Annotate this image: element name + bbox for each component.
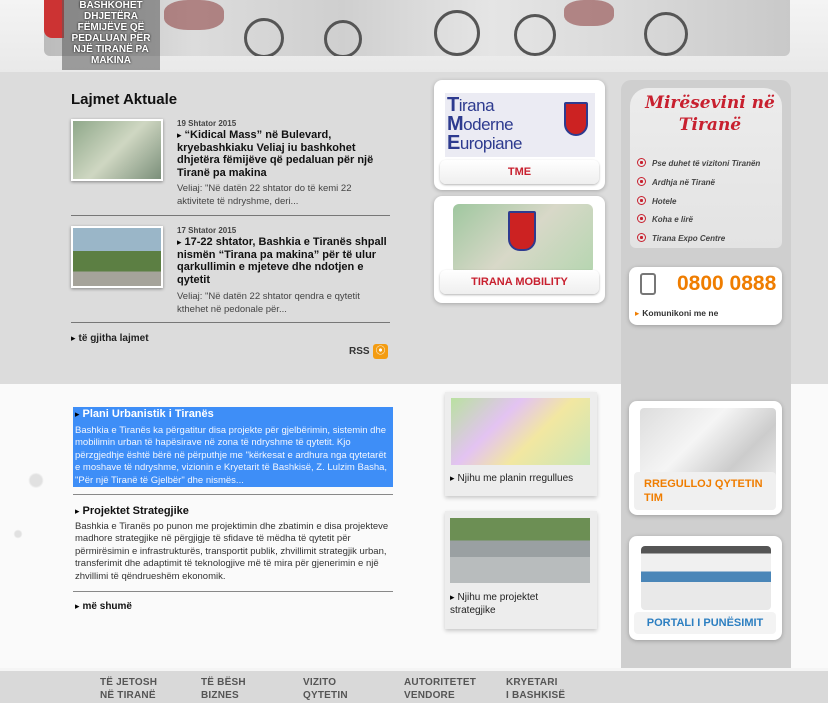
news-excerpt: Veliaj: "Në datën 22 shtator qendra e qytetit kthehet në pedonale për... (177, 291, 360, 315)
tirana-shield-icon (508, 211, 536, 251)
tme-logo-line: Tirana (447, 94, 495, 116)
city-button[interactable]: RREGULLOJ QYTETIN TIM (634, 472, 776, 510)
portal-screenshot-image[interactable] (641, 546, 771, 610)
news-date: 17 Shtator 2015 (177, 226, 237, 235)
urban-plan-title[interactable]: ▸ Plani Urbanistik i Tiranës (75, 408, 214, 420)
more-link[interactable]: ▸ më shumë (75, 601, 132, 612)
welcome-link[interactable]: Ardhja në Tiranë (637, 177, 715, 187)
all-news-link[interactable]: ▸ të gjitha lajmet (71, 333, 149, 344)
tirana-shield-icon (564, 102, 588, 136)
news-excerpt: Veliaj: "Në datën 22 shtator do të kemi 22 aktivitete të ndryshme, deri... (177, 183, 352, 207)
tme-logo-line: Europiane (447, 132, 523, 154)
rss-icon[interactable]: ⦿ (373, 344, 388, 359)
welcome-link[interactable]: Hotele (637, 196, 676, 206)
projects-caption[interactable]: ▸ Njihu me projektet strategjike (450, 591, 570, 617)
divider (71, 215, 390, 216)
news-headline[interactable]: ▸ “Kidical Mass” në Bulevard, kryebashkiaku Veliaj iu bashkohet dhjetëra fëmijëve që pedaluan për një Tiranë pa makina (177, 129, 389, 179)
bike-wheel-icon (434, 10, 480, 56)
news-thumbnail[interactable] (71, 226, 163, 288)
footer-item[interactable]: KRYETARI I BASHKISË (506, 677, 566, 701)
news-thumbnail[interactable] (71, 119, 163, 181)
divider (73, 591, 393, 592)
welcome-link[interactable]: Pse duhet të vizitoni Tiranën (637, 158, 760, 168)
rss-link[interactable]: RSS (349, 346, 370, 357)
portal-button[interactable]: PORTALI I PUNËSIMIT (634, 612, 776, 634)
strategic-projects-image[interactable] (450, 518, 590, 583)
news-date: 19 Shtator 2015 (177, 119, 237, 128)
urban-plan-text: Bashkia e Tiranës ka përgatitur disa projekte për gjelbërimin, sistemin dhe mobilimin urban të hapësirave në zona të ndryshme të qytetit. Kjo përzgjedhje është bërë në përputhje me "kërkesat e ardhura nga qytetarët e moshave të ndryshme, vizionin e Kryetarit të Bashkisë, Z. Lulzim Basha, "Për një Tiranë të Gjelbër" dhe nismës... (75, 425, 388, 486)
divider (73, 494, 393, 495)
welcome-link[interactable]: Tirana Expo Centre (637, 233, 725, 243)
phone-number[interactable]: 0800 0888 (677, 272, 777, 295)
tme-logo-line: Moderne (447, 113, 514, 135)
plan-caption[interactable]: ▸ Njihu me planin rregullues (450, 472, 590, 485)
footer-item[interactable]: TË BËSH BIZNES (201, 677, 246, 701)
news-item[interactable] (71, 119, 391, 209)
footer-item[interactable]: AUTORITETET VENDORE (404, 677, 477, 701)
banner-red-tab (44, 0, 64, 38)
urban-plan-image[interactable] (451, 398, 590, 465)
news-headline[interactable]: ▸ 17-22 shtator, Bashkia e Tiranës shpall nismën “Tirana pa makina” për të ulur qarkullimin e mjeteve dhe ndotjen e qytetit (177, 236, 389, 286)
banner-caption[interactable]: BASHKOHET DHJETËRA FËMIJËVE QË PEDALUAN PËR NJË TIRANË PA MAKINA (62, 0, 160, 70)
welcome-title: Mirësevini në Tiranë (645, 93, 775, 135)
bike-wheel-icon (514, 14, 556, 56)
bike-wheel-icon (324, 20, 362, 56)
strategic-projects-title[interactable]: ▸ Projektet Strategjike (75, 505, 189, 517)
bike-wheel-icon (244, 18, 284, 56)
divider (71, 322, 390, 323)
strategic-projects-text: Bashkia e Tiranës po punon me projektimin dhe zbatimin e disa projekteve madhore strategjike në përgjigje të sfidave të mëdha të qytetit për përmirësimin e infrastrukturës, transportit publik, zhvillimit strategjik urban, transferimit dhe adaptimit të teknologjive më të mira për gjenerimin e një zhvillimi të qëndrueshëm ekonomik. (75, 521, 389, 582)
tme-button[interactable]: TME (440, 160, 599, 184)
tirana-mobility-button[interactable]: TIRANA MOBILITY (440, 270, 599, 294)
footer-item[interactable]: TË JETOSH NË TIRANË (100, 677, 158, 701)
banner-figure (564, 0, 614, 26)
footer-item[interactable]: VIZITO QYTETIN (303, 677, 348, 701)
banner-figure (164, 0, 224, 30)
phone-icon (640, 273, 656, 295)
news-title: Lajmet Aktuale (71, 91, 178, 108)
news-item[interactable] (71, 226, 391, 316)
contact-link[interactable]: ▸ Komunikoni me ne (635, 308, 718, 319)
bike-wheel-icon (644, 12, 688, 56)
welcome-link[interactable]: Koha e lirë (637, 214, 693, 224)
